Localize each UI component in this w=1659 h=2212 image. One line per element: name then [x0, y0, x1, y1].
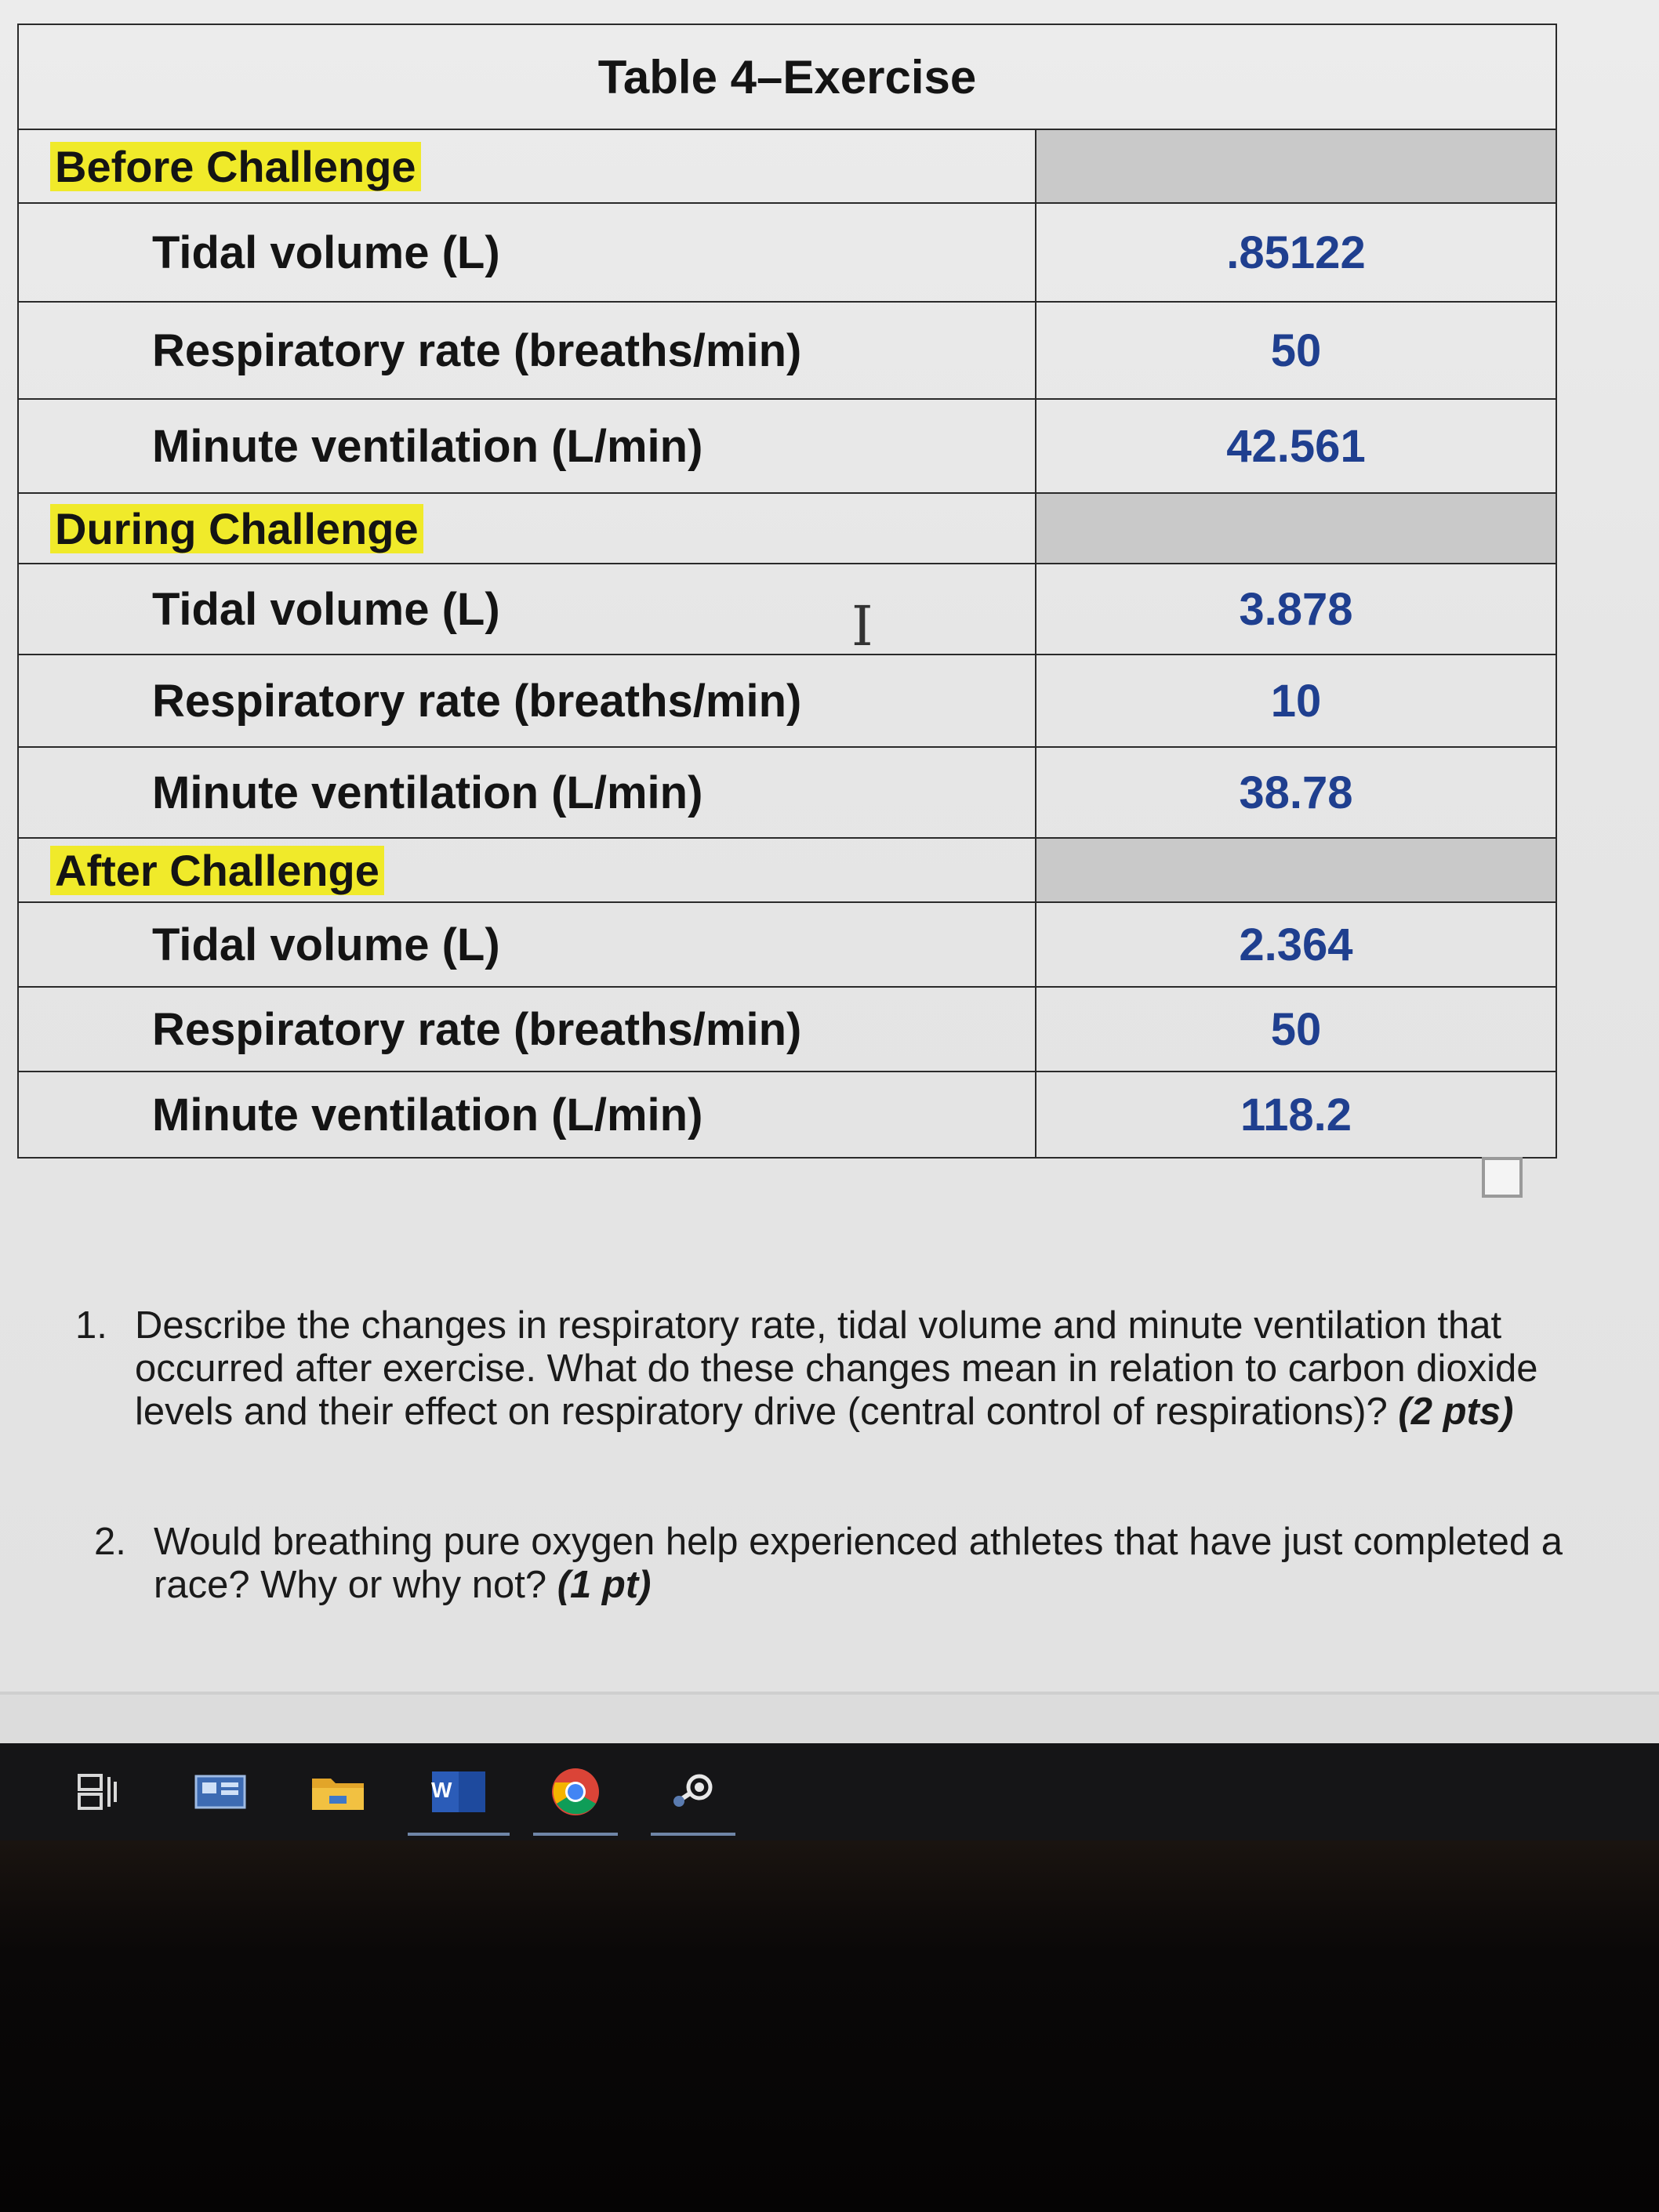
row-label: Respiratory rate (breaths/min) — [18, 987, 1036, 1072]
section-header-after — [18, 838, 1036, 902]
row-label: Tidal volume (L) — [18, 203, 1036, 302]
status-strip — [0, 1695, 1659, 1743]
section-value-empty — [1036, 129, 1556, 203]
steam-taskbar-button[interactable] — [644, 1743, 742, 1840]
table-row — [18, 987, 1556, 1072]
section-label: Before Challenge — [50, 142, 421, 191]
word-icon-letter: W — [431, 1778, 452, 1802]
taskbar — [0, 1743, 1659, 1840]
table-row — [18, 902, 1556, 987]
running-indicator — [533, 1833, 618, 1836]
row-label: Respiratory rate (breaths/min) — [18, 655, 1036, 747]
text-cursor-icon: I — [851, 594, 873, 658]
section-value-empty — [1036, 838, 1556, 902]
task-view-button[interactable] — [63, 1743, 133, 1840]
question-points: (1 pt) — [557, 1564, 652, 1606]
row-value[interactable]: .85122 — [1036, 203, 1556, 302]
file-explorer-button[interactable] — [303, 1743, 373, 1840]
section-header-before — [18, 129, 1036, 203]
row-value[interactable]: 10 — [1036, 655, 1556, 747]
row-label: Minute ventilation (L/min) — [18, 399, 1036, 493]
question-text: Describe the changes in respiratory rate, tidal volume and minute ventilation that occurred after exercise. What do these changes mean in relation to carbon dioxide levels and their effect on respiratory drive (central control of respirations)? — [135, 1304, 1538, 1433]
chrome-icon — [550, 1767, 601, 1817]
question-1[interactable] — [75, 1304, 1593, 1434]
row-value[interactable]: 3.878 — [1036, 564, 1556, 655]
exercise-table — [17, 24, 1557, 1159]
table-row — [18, 564, 1556, 655]
row-value[interactable]: 118.2 — [1036, 1072, 1556, 1158]
running-indicator — [408, 1833, 510, 1836]
monitor-bezel — [0, 1840, 1659, 2212]
chrome-taskbar-button[interactable] — [527, 1743, 624, 1840]
section-label: During Challenge — [50, 504, 423, 553]
question-2[interactable] — [94, 1521, 1588, 1607]
table-row — [18, 747, 1556, 838]
row-label: Tidal volume (L) — [18, 902, 1036, 987]
section-label: After Challenge — [50, 846, 384, 895]
question-points: (2 pts) — [1398, 1391, 1514, 1433]
table-row — [18, 399, 1556, 493]
question-number: 1. — [75, 1304, 107, 1347]
row-label: Minute ventilation (L/min) — [18, 1072, 1036, 1158]
table-title: Table 4–Exercise — [18, 24, 1556, 129]
table-row — [18, 203, 1556, 302]
row-value[interactable]: 42.561 — [1036, 399, 1556, 493]
row-value[interactable]: 50 — [1036, 302, 1556, 399]
task-view-icon — [74, 1772, 122, 1811]
file-explorer-icon — [310, 1772, 365, 1811]
table-row — [18, 1072, 1556, 1158]
table-row — [18, 655, 1556, 747]
app-window-icon — [194, 1775, 246, 1809]
row-label: Respiratory rate (breaths/min) — [18, 302, 1036, 399]
word-taskbar-button[interactable] — [401, 1743, 516, 1840]
question-number: 2. — [94, 1521, 126, 1563]
taskbar-app-button[interactable] — [185, 1743, 256, 1840]
row-label: Tidal volume (L) — [18, 564, 1036, 655]
section-value-empty — [1036, 493, 1556, 564]
row-value[interactable]: 38.78 — [1036, 747, 1556, 838]
table-resize-handle[interactable] — [1482, 1157, 1523, 1198]
section-header-during — [18, 493, 1036, 564]
question-text: Would breathing pure oxygen help experienced athletes that have just completed a race? Why or why not? — [154, 1521, 1563, 1606]
running-indicator — [651, 1833, 735, 1836]
table-row — [18, 302, 1556, 399]
steam-icon — [668, 1768, 718, 1815]
row-value[interactable]: 2.364 — [1036, 902, 1556, 987]
row-value[interactable]: 50 — [1036, 987, 1556, 1072]
row-label: Minute ventilation (L/min) — [18, 747, 1036, 838]
